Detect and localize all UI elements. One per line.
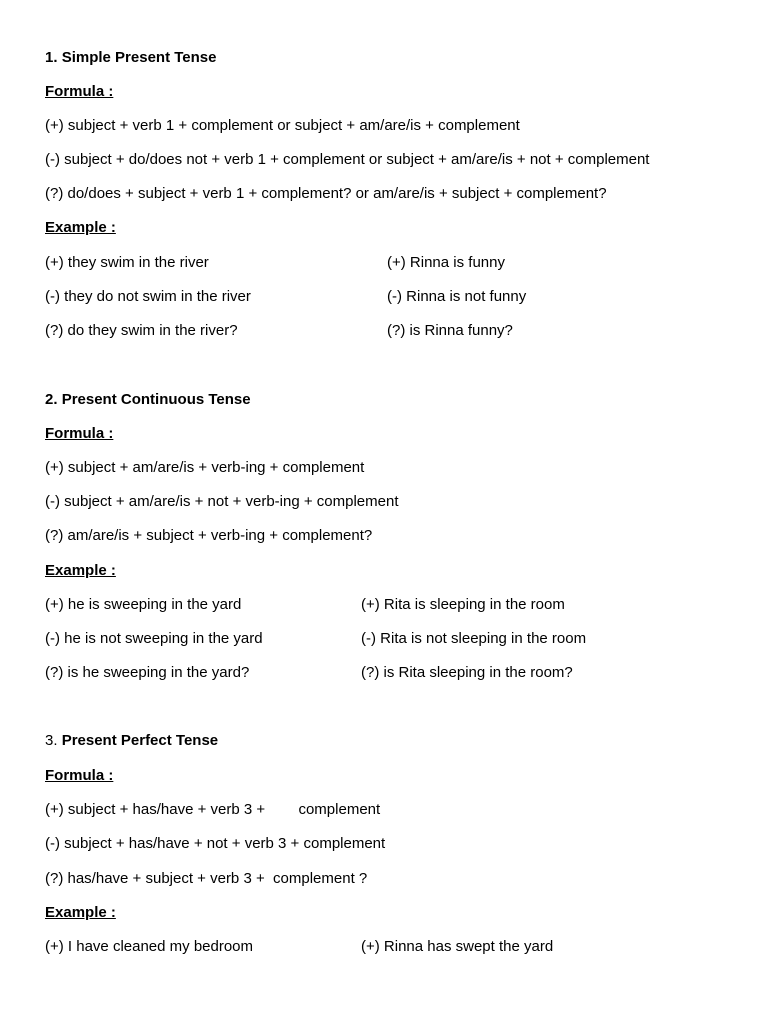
section-3-title: Present Perfect Tense [61,732,219,749]
section-3-number: 3. [45,732,58,749]
section-1-example-left-negative: (-) they do not swim in the river [45,288,251,305]
section-1-example-right-positive: (+) Rinna is funny [387,254,505,271]
section-2-heading [45,390,251,410]
section-2-formula-negative: (-) subject + am/are/is + not + verb-ing + complement [45,493,399,510]
section-2-example-right-question: (?) is Rita sleeping in the room? [361,664,573,681]
section-1-example-left-positive: (+) they swim in the river [45,254,209,271]
section-2-example-label: Example : [45,562,116,579]
section-2-example-left-question: (?) is he sweeping in the yard? [45,664,250,681]
section-2-formula-label: Formula : [45,425,114,442]
section-2-example-left-positive: (+) he is sweeping in the yard [45,596,242,613]
section-1-formula-negative: (-) subject + do/does not + verb 1 + complement or subject + am/are/is + not + complement [45,151,650,168]
section-2-formula-question: (?) am/are/is + subject + verb-ing + complement? [45,527,373,544]
section-2-example-left-negative: (-) he is not sweeping in the yard [45,630,263,647]
section-2-example-right-negative: (-) Rita is not sleeping in the room [361,630,587,647]
section-3-formula-label: Formula : [45,767,114,784]
section-2-formula-positive: (+) subject + am/are/is + verb-ing + complement [45,459,365,476]
section-2-title: Present Continuous Tense [61,391,251,408]
section-1-formula-positive: (+) subject + verb 1 + complement or subject + am/are/is + complement [45,117,520,134]
section-1-number: 1. [45,49,58,66]
section-1-formula-label: Formula : [45,83,114,100]
section-1-heading [45,48,216,68]
section-3-formula-question: (?) has/have + subject + verb 3 + complement ? [45,870,368,887]
section-1-title: Simple Present Tense [61,49,217,66]
section-1-formula-question: (?) do/does + subject + verb 1 + complement? or am/are/is + subject + complement? [45,185,607,202]
section-1-example-label: Example : [45,219,116,236]
section-3-formula-negative: (-) subject + has/have + not + verb 3 + complement [45,835,386,852]
section-3-example-left-positive: (+) I have cleaned my bedroom [45,938,254,955]
section-1-example-left-question: (?) do they swim in the river? [45,322,238,339]
section-3-example-label: Example : [45,904,116,921]
section-3-example-right-positive: (+) Rinna has swept the yard [361,938,554,955]
section-1-example-right-negative: (-) Rinna is not funny [387,288,527,305]
section-2-example-right-positive: (+) Rita is sleeping in the room [361,596,565,613]
section-2-number: 2. [45,391,58,408]
section-3-heading [45,731,218,751]
section-3-formula-positive: (+) subject + has/have + verb 3 + complement [45,801,381,818]
section-1-example-right-question: (?) is Rinna funny? [387,322,513,339]
